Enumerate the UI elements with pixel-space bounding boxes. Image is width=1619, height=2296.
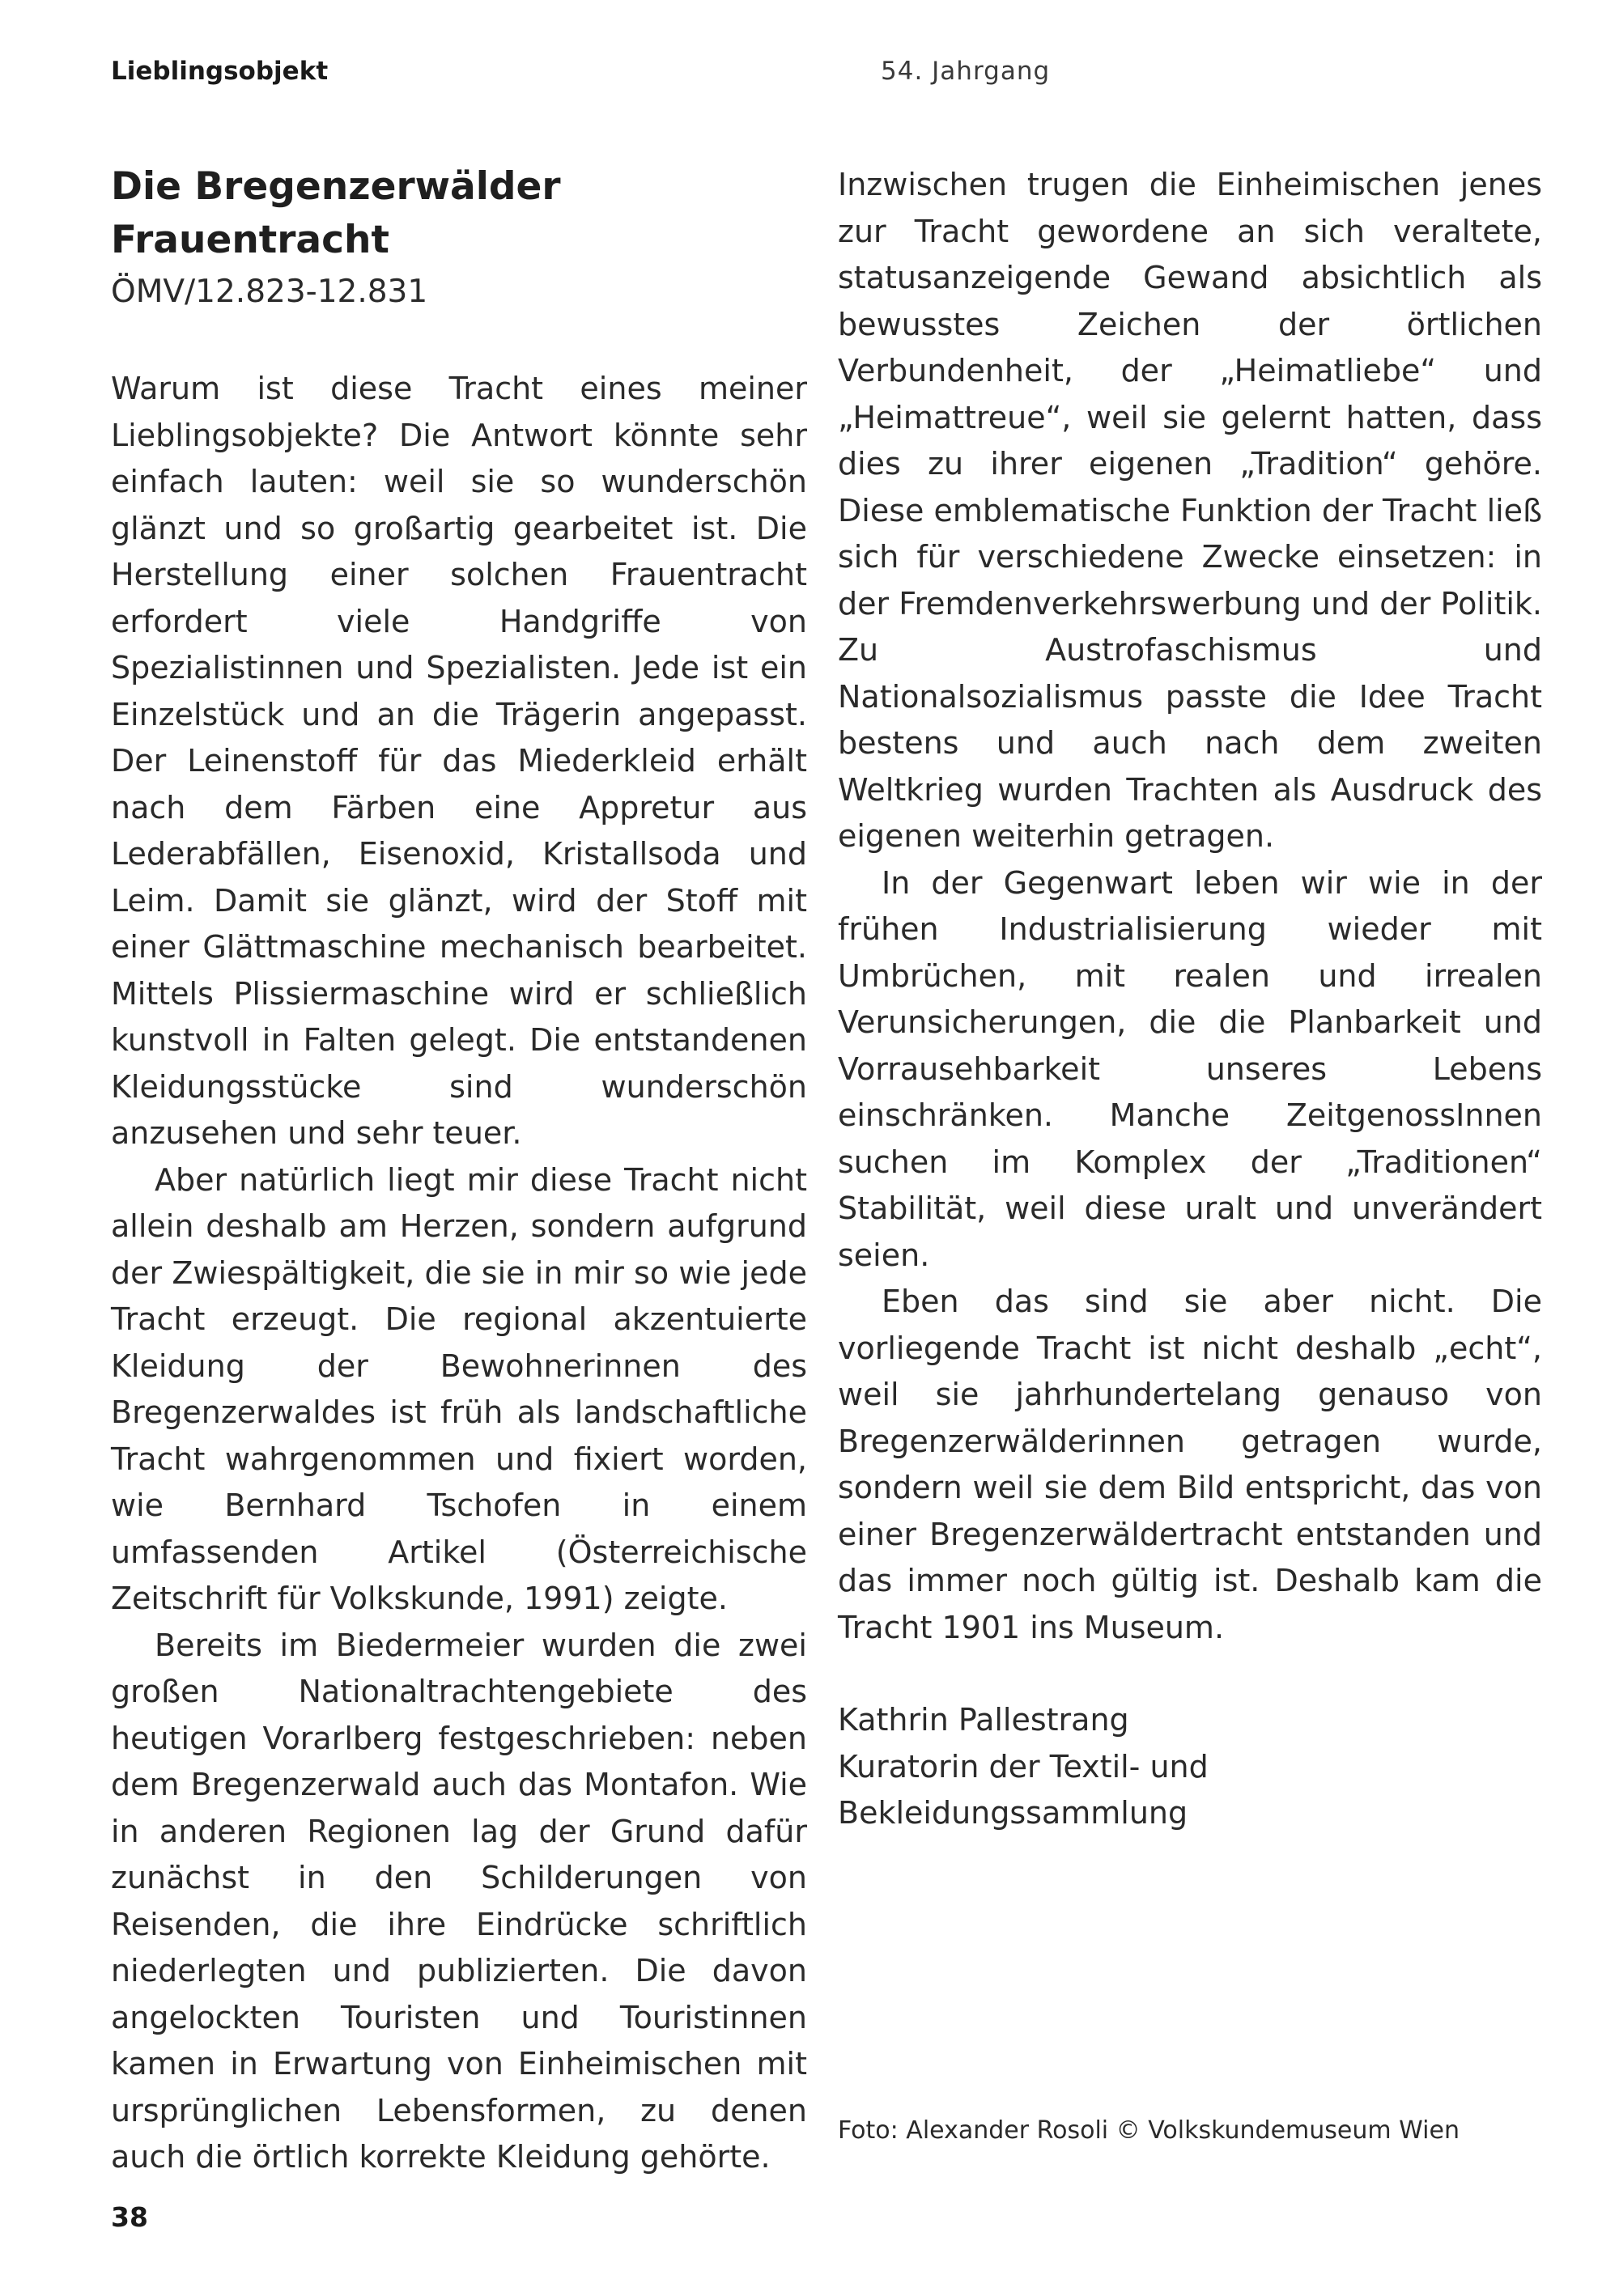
title-line-1: Die Bregenzerwälder [111, 164, 561, 209]
paragraph: Warum ist diese Tracht eines meiner Lieblingsobjekte? Die Antwort könnte sehr einfach lauten: weil sie so wunderschön glänzt und so großartig gearbeitet ist. Die Herstellung einer solchen Frauentracht erfordert viele Handgriffe von Spezialistinnen und Spezialisten. Jede ist ein Einzelstück und an die Trägerin angepasst. Der Leinenstoff für das Miederkleid erhält nach dem Färben eine Appretur aus Lederabfällen, Eisenoxid, Kristallsoda und Leim. Damit sie glänzt, wird der Stoff mit einer Glättmaschine mechanisch bearbeitet. Mittels Plissiermaschine wird er schließlich kunstvoll in Falten gelegt. Die entstandenen Kleidungsstücke sind wunderschön anzusehen und sehr teuer. [111, 371, 807, 1151]
author-name: Kathrin Pallestrang [838, 1702, 1129, 1738]
paragraph: Bereits im Biedermeier wurden die zwei großen Nationaltrachtengebiete des heutigen Vorarlberg festgeschrieben: neben dem Bregenzerwald auch das Montafon. Wie in anderen Regionen lag der Grund dafür zunächst in den Schilderungen von Reisenden, die ihre Eindrücke schriftlich niederlegten und publizierten. Die davon angelockten Touristen und Touristinnen kamen in Erwartung von Einheimischen mit ursprünglichen Lebensformen, zu denen auch die örtlich korrekte Kleidung gehörte. [111, 1627, 807, 2175]
page-number: 38 [111, 2201, 148, 2233]
paragraph: Aber natürlich liegt mir diese Tracht nicht allein deshalb am Herzen, sondern aufgrund der Zwiespältigkeit, die sie in mir so wie jede Tracht erzeugt. Die regional akzentuierte Kleidung der Bewohnerinnen des Bregenzerwaldes ist früh als landschaftliche Tracht wahrgenommen und fixiert worden, wie Bernhard Tschofen in einem umfassenden Artikel (Österreichische Zeitschrift für Volkskunde, 1991) zeigte. [111, 1161, 807, 1616]
photo-credit: Foto: Alexander Rosoli © Volkskundemuseum Wien [838, 2116, 1460, 2145]
right-column [838, 162, 1542, 1837]
paragraph: Eben das sind sie aber nicht. Die vorliegende Tracht ist nicht deshalb „echt“, weil sie jahrhundertelang genauso von Bregenzerwälderinnen getragen wurde, sondern weil sie dem Bild entspricht, das von einer Bregenzerwäldertracht entstanden und das immer noch gültig ist. Deshalb kam die Tracht 1901 ins Museum. [838, 1284, 1542, 1645]
running-head-issue: 54. Jahrgang [881, 57, 1051, 86]
paragraph: Inzwischen trugen die Einheimischen jenes zur Tracht gewordene an sich veraltete, statusanzeigende Gewand absichtlich als bewusstes Zeichen der örtlichen Verbundenheit, der „Heimatliebe“ und „Heimattreue“, weil sie gelernt hatten, dass dies zu ihrer eigenen „Tradition“ gehöre. Diese emblematische Funktion der Tracht ließ sich für verschiedene Zwecke einsetzen: in der Fremdenverkehrswerbung und der Politik. Zu Austrofaschismus und Nationalsozialismus passte die Idee Tracht bestens und auch nach dem zweiten Weltkrieg wurden Trachten als Ausdruck des eigenen weiterhin getragen. [838, 167, 1542, 854]
left-column [111, 160, 807, 2181]
title-line-2: Frauentracht [111, 218, 389, 262]
author-byline [838, 1697, 1542, 1837]
author-role-line-2: Bekleidungssammlung [838, 1795, 1188, 1831]
inventory-number: ÖMV/12.823-12.831 [111, 274, 428, 310]
article-title [111, 160, 807, 267]
author-role-line-1: Kuratorin der Textil- und [838, 1748, 1209, 1785]
paragraph: In der Gegenwart leben wir wie in der frühen Industrialisierung wieder mit Umbrüchen, mit realen und irrealen Verunsicherungen, die die Planbarkeit und Vorrausehbarkeit unseres Lebens einschränken. Manche ZeitgenossInnen suchen im Komplex der „Traditionen“ Stabilität, weil diese uralt und unverändert seien. [838, 864, 1542, 1273]
running-head-section: Lieblingsobjekt [111, 57, 329, 86]
